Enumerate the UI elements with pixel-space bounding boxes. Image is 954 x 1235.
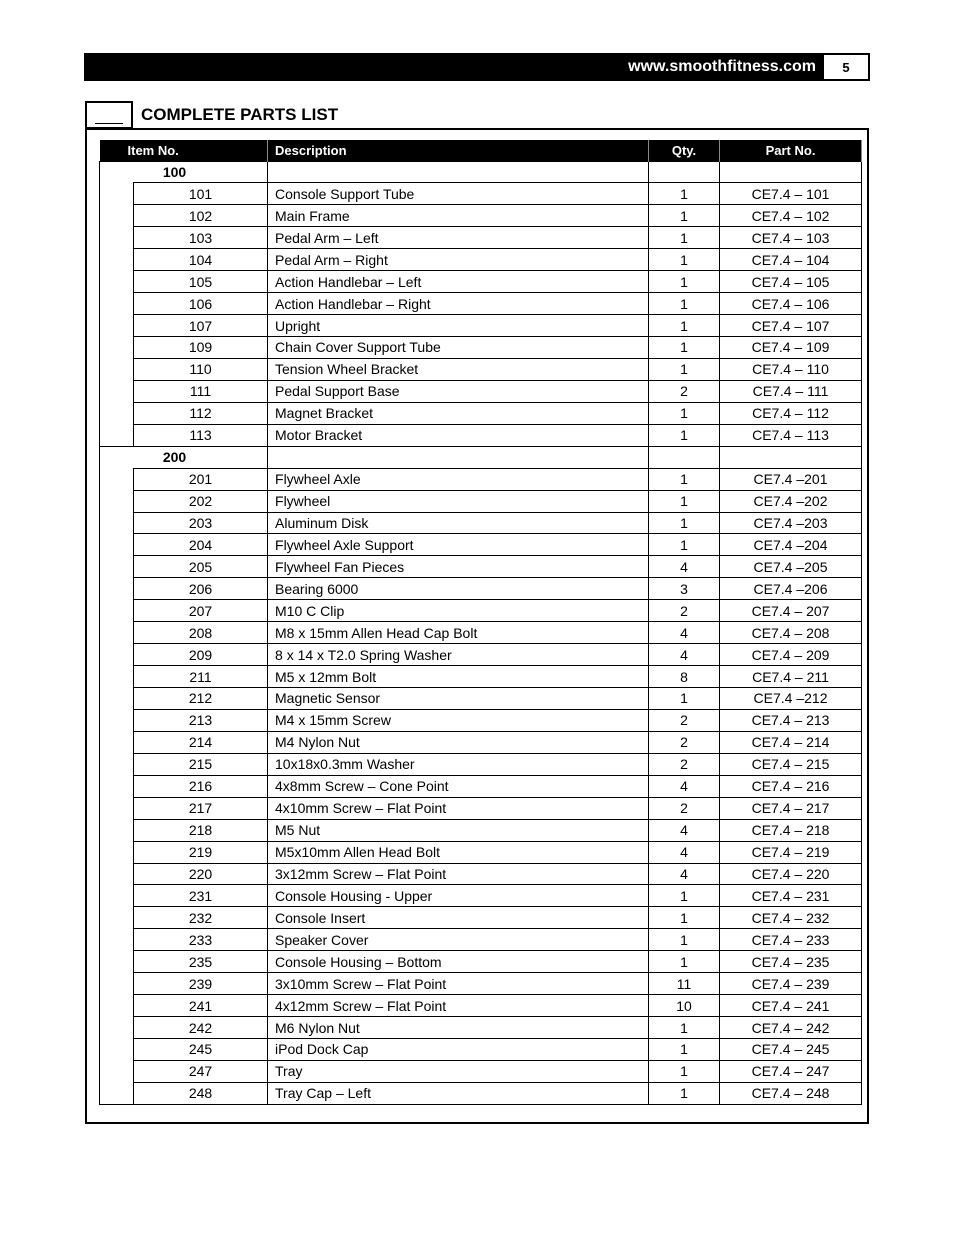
- part-qty: 1: [649, 271, 720, 293]
- part-number: CE7.4 – 110: [720, 358, 862, 380]
- group-qty-cell: [649, 161, 720, 183]
- part-qty: 1: [649, 337, 720, 359]
- part-number: CE7.4 – 208: [720, 622, 862, 644]
- item-number: 111: [134, 380, 268, 402]
- part-description: Magnetic Sensor: [268, 688, 649, 710]
- part-qty: 3: [649, 578, 720, 600]
- part-number: CE7.4 – 247: [720, 1060, 862, 1082]
- table-row: [100, 293, 862, 315]
- part-qty: 2: [649, 753, 720, 775]
- item-number: 205: [134, 556, 268, 578]
- table-row: [100, 885, 862, 907]
- part-number: CE7.4 – 107: [720, 315, 862, 337]
- part-number: CE7.4 – 219: [720, 841, 862, 863]
- item-number: 110: [134, 358, 268, 380]
- item-number: 204: [134, 534, 268, 556]
- part-description: Pedal Arm – Right: [268, 249, 649, 271]
- item-number: 202: [134, 490, 268, 512]
- part-number: CE7.4 – 111: [720, 380, 862, 402]
- table-row: [100, 644, 862, 666]
- page-number: 5: [824, 55, 868, 79]
- indent-cell: [100, 666, 134, 688]
- part-description: Magnet Bracket: [268, 402, 649, 424]
- table-row: [100, 424, 862, 446]
- table-header-row: [100, 140, 862, 161]
- part-qty: 1: [649, 402, 720, 424]
- item-number: 219: [134, 841, 268, 863]
- group-part-cell: [720, 446, 862, 468]
- part-qty: 4: [649, 622, 720, 644]
- part-number: CE7.4 – 209: [720, 644, 862, 666]
- table-row: [100, 929, 862, 951]
- part-description: Flywheel Axle Support: [268, 534, 649, 556]
- table-row: [100, 863, 862, 885]
- indent-cell: [100, 688, 134, 710]
- table-row: [100, 907, 862, 929]
- site-url: www.smoothfitness.com: [628, 58, 816, 75]
- indent-cell: [100, 819, 134, 841]
- part-description: Aluminum Disk: [268, 512, 649, 534]
- part-qty: 4: [649, 775, 720, 797]
- table-row: [100, 183, 862, 205]
- part-description: Console Insert: [268, 907, 649, 929]
- indent-cell: [100, 380, 134, 402]
- indent-cell: [100, 271, 134, 293]
- indent-cell: [100, 556, 134, 578]
- part-description: Console Housing – Bottom: [268, 951, 649, 973]
- part-number: CE7.4 – 248: [720, 1082, 862, 1104]
- part-number: CE7.4 – 213: [720, 709, 862, 731]
- part-qty: 4: [649, 819, 720, 841]
- part-description: Bearing 6000: [268, 578, 649, 600]
- part-number: CE7.4 – 241: [720, 995, 862, 1017]
- part-description: Tension Wheel Bracket: [268, 358, 649, 380]
- table-row: [100, 1039, 862, 1061]
- item-number: 214: [134, 731, 268, 753]
- table-row: [100, 1082, 862, 1104]
- part-number: CE7.4 – 113: [720, 424, 862, 446]
- item-number: 103: [134, 227, 268, 249]
- item-number: 212: [134, 688, 268, 710]
- part-qty: 1: [649, 227, 720, 249]
- part-description: M4 Nylon Nut: [268, 731, 649, 753]
- table-row: [100, 512, 862, 534]
- part-description: Speaker Cover: [268, 929, 649, 951]
- table-row: [100, 205, 862, 227]
- part-qty: 1: [649, 249, 720, 271]
- part-description: Flywheel Fan Pieces: [268, 556, 649, 578]
- table-row: [100, 995, 862, 1017]
- part-qty: 1: [649, 358, 720, 380]
- part-qty: 1: [649, 424, 720, 446]
- part-qty: 4: [649, 556, 720, 578]
- item-number: 206: [134, 578, 268, 600]
- part-number: CE7.4 – 232: [720, 907, 862, 929]
- part-description: M4 x 15mm Screw: [268, 709, 649, 731]
- part-description: M5 x 12mm Bolt: [268, 666, 649, 688]
- item-number: 242: [134, 1017, 268, 1039]
- part-qty: 2: [649, 731, 720, 753]
- part-number: CE7.4 – 106: [720, 293, 862, 315]
- part-qty: 1: [649, 688, 720, 710]
- indent-cell: [100, 402, 134, 424]
- part-qty: 1: [649, 1060, 720, 1082]
- part-number: CE7.4 – 101: [720, 183, 862, 205]
- part-qty: 1: [649, 293, 720, 315]
- item-number: 241: [134, 995, 268, 1017]
- table-row: [100, 271, 862, 293]
- part-number: CE7.4 – 231: [720, 885, 862, 907]
- item-number: 215: [134, 753, 268, 775]
- item-number: 248: [134, 1082, 268, 1104]
- part-qty: 1: [649, 1017, 720, 1039]
- table-row: [100, 753, 862, 775]
- part-qty: 1: [649, 490, 720, 512]
- table-row: [100, 358, 862, 380]
- item-number: 201: [134, 468, 268, 490]
- item-number: 208: [134, 622, 268, 644]
- part-description: Main Frame: [268, 205, 649, 227]
- item-number: 231: [134, 885, 268, 907]
- indent-cell: [100, 424, 134, 446]
- table-row: [100, 315, 862, 337]
- indent-cell: [100, 929, 134, 951]
- indent-cell: [100, 731, 134, 753]
- table-row: [100, 666, 862, 688]
- table-row: [100, 556, 862, 578]
- indent-cell: [100, 490, 134, 512]
- column-header-part: Part No.: [720, 140, 862, 161]
- table-row: [100, 490, 862, 512]
- indent-cell: [100, 995, 134, 1017]
- table-row: [100, 468, 862, 490]
- part-qty: 1: [649, 1082, 720, 1104]
- table-row: [100, 709, 862, 731]
- part-number: CE7.4 – 104: [720, 249, 862, 271]
- item-number: 113: [134, 424, 268, 446]
- indent-cell: [100, 1017, 134, 1039]
- page-header: [84, 53, 870, 81]
- part-description: M10 C Clip: [268, 600, 649, 622]
- part-description: M8 x 15mm Allen Head Cap Bolt: [268, 622, 649, 644]
- table-row: [100, 1017, 862, 1039]
- part-number: CE7.4 – 233: [720, 929, 862, 951]
- table-row: [100, 731, 862, 753]
- item-number: 109: [134, 337, 268, 359]
- indent-cell: [100, 468, 134, 490]
- part-description: Upright: [268, 315, 649, 337]
- part-qty: 1: [649, 315, 720, 337]
- part-qty: 1: [649, 468, 720, 490]
- part-number: CE7.4 – 112: [720, 402, 862, 424]
- item-number: 112: [134, 402, 268, 424]
- table-row: [100, 249, 862, 271]
- table-row: [100, 402, 862, 424]
- part-description: M6 Nylon Nut: [268, 1017, 649, 1039]
- part-number: CE7.4 – 215: [720, 753, 862, 775]
- table-row: [100, 688, 862, 710]
- item-number: 101: [134, 183, 268, 205]
- table-row: [100, 819, 862, 841]
- column-header-item: Item No.: [100, 140, 268, 161]
- part-number: CE7.4 –204: [720, 534, 862, 556]
- item-number: 105: [134, 271, 268, 293]
- table-row: [100, 578, 862, 600]
- part-qty: 1: [649, 512, 720, 534]
- indent-cell: [100, 205, 134, 227]
- part-qty: 1: [649, 205, 720, 227]
- part-qty: 4: [649, 841, 720, 863]
- indent-cell: [100, 841, 134, 863]
- part-qty: 10: [649, 995, 720, 1017]
- part-description: Pedal Support Base: [268, 380, 649, 402]
- part-description: 4x8mm Screw – Cone Point: [268, 775, 649, 797]
- item-number: 220: [134, 863, 268, 885]
- column-header-description: Description: [268, 140, 649, 161]
- indent-cell: [100, 775, 134, 797]
- part-number: CE7.4 – 109: [720, 337, 862, 359]
- parts-table: [99, 140, 862, 1105]
- parts-table-body: [100, 161, 862, 1104]
- part-qty: 2: [649, 380, 720, 402]
- item-number: 106: [134, 293, 268, 315]
- indent-cell: [100, 797, 134, 819]
- part-number: CE7.4 – 105: [720, 271, 862, 293]
- part-number: CE7.4 – 245: [720, 1039, 862, 1061]
- item-number: 239: [134, 973, 268, 995]
- part-description: Pedal Arm – Left: [268, 227, 649, 249]
- indent-cell: [100, 227, 134, 249]
- part-number: CE7.4 –212: [720, 688, 862, 710]
- part-qty: 4: [649, 644, 720, 666]
- part-description: Console Housing - Upper: [268, 885, 649, 907]
- item-number: 211: [134, 666, 268, 688]
- item-number: 232: [134, 907, 268, 929]
- table-row: [100, 951, 862, 973]
- group-qty-cell: [649, 446, 720, 468]
- part-description: Action Handlebar – Left: [268, 271, 649, 293]
- item-number: 207: [134, 600, 268, 622]
- part-qty: 4: [649, 863, 720, 885]
- group-description-cell: [268, 446, 649, 468]
- indent-cell: [100, 358, 134, 380]
- part-qty: 11: [649, 973, 720, 995]
- indent-cell: [100, 249, 134, 271]
- table-row: [100, 775, 862, 797]
- part-number: CE7.4 – 207: [720, 600, 862, 622]
- part-qty: 1: [649, 534, 720, 556]
- item-number: 102: [134, 205, 268, 227]
- part-number: CE7.4 –201: [720, 468, 862, 490]
- item-number: 235: [134, 951, 268, 973]
- part-description: Flywheel Axle: [268, 468, 649, 490]
- group-part-cell: [720, 161, 862, 183]
- item-number: 213: [134, 709, 268, 731]
- indent-cell: [100, 709, 134, 731]
- indent-cell: [100, 973, 134, 995]
- indent-cell: [100, 885, 134, 907]
- table-row: [100, 380, 862, 402]
- part-description: M5x10mm Allen Head Bolt: [268, 841, 649, 863]
- group-description-cell: [268, 161, 649, 183]
- indent-cell: [100, 622, 134, 644]
- part-qty: 2: [649, 600, 720, 622]
- part-description: 3x10mm Screw – Flat Point: [268, 973, 649, 995]
- part-number: CE7.4 – 217: [720, 797, 862, 819]
- part-description: Chain Cover Support Tube: [268, 337, 649, 359]
- part-description: iPod Dock Cap: [268, 1039, 649, 1061]
- indent-cell: [100, 1082, 134, 1104]
- item-number: 217: [134, 797, 268, 819]
- part-qty: 2: [649, 709, 720, 731]
- table-row: [100, 227, 862, 249]
- section-heading: [85, 101, 338, 129]
- part-qty: 1: [649, 183, 720, 205]
- part-qty: 2: [649, 797, 720, 819]
- indent-cell: [100, 644, 134, 666]
- group-row: [100, 446, 862, 468]
- group-row: [100, 161, 862, 183]
- part-qty: 8: [649, 666, 720, 688]
- part-number: CE7.4 –203: [720, 512, 862, 534]
- indent-cell: [100, 315, 134, 337]
- part-number: CE7.4 – 235: [720, 951, 862, 973]
- part-qty: 1: [649, 907, 720, 929]
- part-number: CE7.4 – 102: [720, 205, 862, 227]
- part-description: Flywheel: [268, 490, 649, 512]
- table-row: [100, 337, 862, 359]
- indent-cell: [100, 907, 134, 929]
- part-number: CE7.4 –205: [720, 556, 862, 578]
- section-title: COMPLETE PARTS LIST: [141, 105, 339, 124]
- table-row: [100, 1060, 862, 1082]
- table-row: [100, 973, 862, 995]
- indent-cell: [100, 600, 134, 622]
- item-number: 107: [134, 315, 268, 337]
- part-description: Tray Cap – Left: [268, 1082, 649, 1104]
- part-number: CE7.4 – 242: [720, 1017, 862, 1039]
- part-qty: 1: [649, 929, 720, 951]
- indent-cell: [100, 293, 134, 315]
- item-number: 216: [134, 775, 268, 797]
- item-number: 104: [134, 249, 268, 271]
- part-description: M5 Nut: [268, 819, 649, 841]
- indent-cell: [100, 951, 134, 973]
- indent-cell: [100, 534, 134, 556]
- part-number: CE7.4 – 103: [720, 227, 862, 249]
- table-row: [100, 600, 862, 622]
- part-qty: 1: [649, 951, 720, 973]
- indent-cell: [100, 1060, 134, 1082]
- part-description: Action Handlebar – Right: [268, 293, 649, 315]
- item-number: 203: [134, 512, 268, 534]
- part-description: Console Support Tube: [268, 183, 649, 205]
- part-qty: 1: [649, 1039, 720, 1061]
- part-description: 8 x 14 x T2.0 Spring Washer: [268, 644, 649, 666]
- group-number: 200: [100, 446, 268, 468]
- part-number: CE7.4 – 239: [720, 973, 862, 995]
- indent-cell: [100, 863, 134, 885]
- indent-cell: [100, 753, 134, 775]
- indent-cell: [100, 183, 134, 205]
- item-number: 245: [134, 1039, 268, 1061]
- item-number: 209: [134, 644, 268, 666]
- item-number: 233: [134, 929, 268, 951]
- indent-cell: [100, 578, 134, 600]
- part-number: CE7.4 – 216: [720, 775, 862, 797]
- section-tab-marker: [85, 101, 133, 129]
- table-row: [100, 534, 862, 556]
- part-number: CE7.4 – 214: [720, 731, 862, 753]
- table-row: [100, 622, 862, 644]
- item-number: 218: [134, 819, 268, 841]
- part-description: Tray: [268, 1060, 649, 1082]
- indent-cell: [100, 512, 134, 534]
- indent-cell: [100, 337, 134, 359]
- part-number: CE7.4 –202: [720, 490, 862, 512]
- part-number: CE7.4 – 218: [720, 819, 862, 841]
- group-number: 100: [100, 161, 268, 183]
- item-number: 247: [134, 1060, 268, 1082]
- part-description: 4x10mm Screw – Flat Point: [268, 797, 649, 819]
- part-number: CE7.4 –206: [720, 578, 862, 600]
- table-row: [100, 841, 862, 863]
- part-description: Motor Bracket: [268, 424, 649, 446]
- part-qty: 1: [649, 885, 720, 907]
- part-description: 10x18x0.3mm Washer: [268, 753, 649, 775]
- indent-cell: [100, 1039, 134, 1061]
- part-description: 4x12mm Screw – Flat Point: [268, 995, 649, 1017]
- part-number: CE7.4 – 211: [720, 666, 862, 688]
- column-header-qty: Qty.: [649, 140, 720, 161]
- part-number: CE7.4 – 220: [720, 863, 862, 885]
- part-description: 3x12mm Screw – Flat Point: [268, 863, 649, 885]
- table-row: [100, 797, 862, 819]
